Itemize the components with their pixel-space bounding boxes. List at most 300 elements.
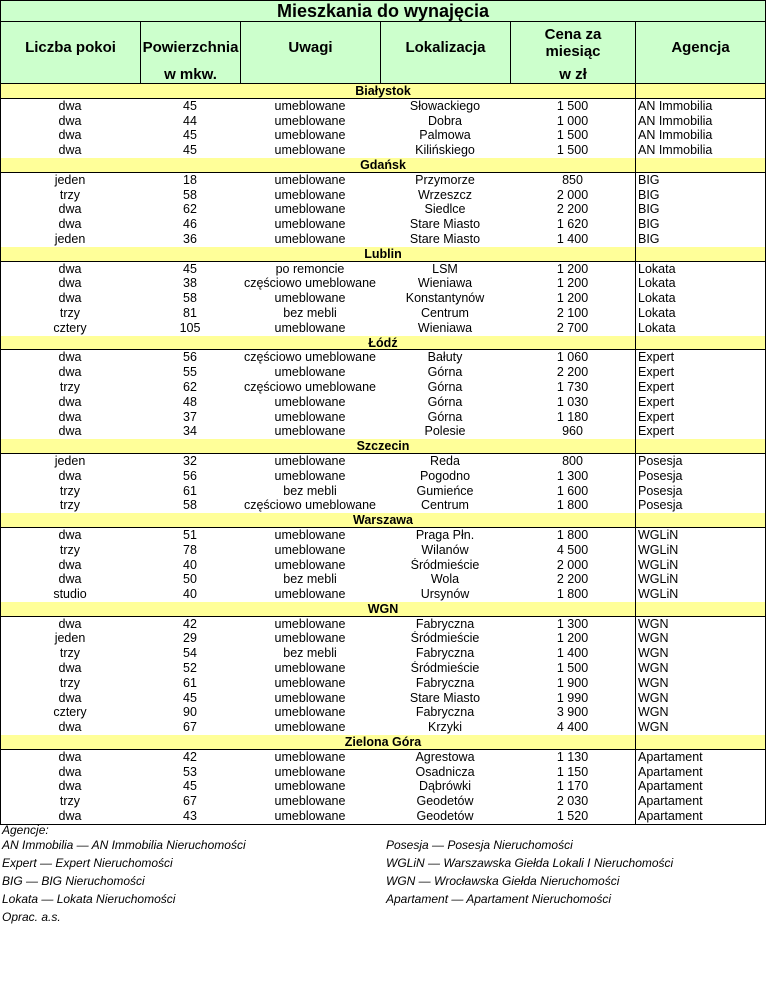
table-row [0, 454, 766, 469]
cell-area: 45 [183, 128, 197, 143]
cell-area: 105 [179, 320, 201, 335]
cell-price: 1 200 [556, 291, 589, 306]
cell-area: 67 [183, 720, 197, 735]
table-row [0, 691, 766, 706]
cell-notes: umeblowane [274, 365, 346, 380]
cell-price: 1 030 [556, 394, 589, 409]
cell-notes: umeblowane [274, 557, 346, 572]
cell-rooms: dwa [58, 424, 82, 439]
cell-location: Stare Miasto [409, 217, 481, 232]
table-row [0, 395, 766, 410]
cell-agency: WGLiN [638, 587, 679, 602]
cell-area: 51 [183, 527, 197, 542]
cell-notes: umeblowane [274, 749, 346, 764]
cell-rooms: dwa [58, 468, 82, 483]
cell-notes: umeblowane [274, 424, 346, 439]
cell-price: 1 520 [556, 809, 589, 824]
cell-price: 1 170 [556, 779, 589, 794]
cell-area: 32 [183, 453, 197, 468]
cell-price: 4 400 [556, 720, 589, 735]
cell-notes: umeblowane [274, 98, 346, 113]
table-row [0, 484, 766, 499]
table-row [0, 143, 766, 158]
legend-heading: Agencje: [2, 823, 49, 837]
cell-price: 2 200 [556, 202, 589, 217]
cell-notes: umeblowane [274, 631, 346, 646]
cell-rooms: trzy [59, 498, 81, 513]
cell-agency: Apartament [638, 809, 703, 824]
cell-rooms: dwa [58, 527, 82, 542]
table-row [0, 617, 766, 632]
cell-notes: umeblowane [274, 394, 346, 409]
cell-location: Górna [427, 365, 463, 380]
cell-rooms: jeden [54, 231, 86, 246]
cell-rooms: dwa [58, 261, 82, 276]
cell-area: 58 [183, 291, 197, 306]
cell-area: 67 [183, 794, 197, 809]
cell-agency: Apartament [638, 779, 703, 794]
header-agency [635, 22, 766, 84]
header-agency-label: Agencja [671, 39, 730, 56]
header-price-unit: w zł [559, 66, 587, 83]
cell-rooms: dwa [58, 143, 82, 158]
cell-rooms: dwa [58, 809, 82, 824]
cell-price: 1 800 [556, 587, 589, 602]
cell-notes: umeblowane [274, 172, 346, 187]
cell-area: 46 [183, 217, 197, 232]
table-row [0, 720, 766, 735]
cell-agency: WGLiN [638, 542, 679, 557]
cell-notes: umeblowane [274, 587, 346, 602]
table-row [0, 99, 766, 114]
cell-price: 960 [562, 424, 583, 439]
cell-agency: Lokata [638, 320, 676, 335]
cell-rooms: dwa [58, 113, 82, 128]
cell-location: Stare Miasto [409, 231, 481, 246]
cell-area: 56 [183, 350, 197, 365]
cell-price: 1 500 [556, 98, 589, 113]
cell-agency: WGN [638, 661, 669, 676]
cell-rooms: trzy [59, 483, 81, 498]
table-row [0, 750, 766, 765]
cell-area: 45 [183, 143, 197, 158]
cell-location: Przymorze [415, 172, 475, 187]
cell-price: 1 060 [556, 350, 589, 365]
cell-notes: bez mebli [283, 572, 337, 587]
cell-area: 18 [183, 172, 197, 187]
cell-location: Palmowa [419, 128, 471, 143]
cell-notes: umeblowane [274, 187, 346, 202]
cell-price: 2 000 [556, 187, 589, 202]
table-row [0, 572, 766, 587]
cell-price: 1 180 [556, 409, 589, 424]
legend-left-5: Oprac. a.s. [2, 910, 61, 924]
city-header: WGN [0, 602, 766, 617]
cell-area: 45 [183, 261, 197, 276]
cell-location: Centrum [421, 498, 469, 513]
header-notes-label: Uwagi [288, 39, 333, 56]
cell-agency: Expert [638, 394, 675, 409]
cell-agency: Apartament [638, 764, 703, 779]
cell-agency: BIG [638, 202, 660, 217]
cell-agency: WGLiN [638, 572, 679, 587]
cell-rooms: cztery [53, 705, 87, 720]
header-rooms-label: Liczba pokoi [25, 39, 116, 56]
cell-area: 62 [183, 202, 197, 217]
cell-notes: umeblowane [274, 409, 346, 424]
cell-area: 40 [183, 587, 197, 602]
table-row [0, 262, 766, 277]
table-row [0, 469, 766, 484]
legend-right-1: Posesja — Posesja Nieruchomości [386, 838, 573, 852]
cell-agency: WGN [638, 646, 669, 661]
header-rooms [0, 22, 140, 84]
cell-rooms: jeden [54, 453, 86, 468]
cell-price: 1 200 [556, 261, 589, 276]
cell-agency: Lokata [638, 276, 676, 291]
cell-rooms: dwa [58, 572, 82, 587]
cell-price: 2 200 [556, 365, 589, 380]
cell-location: Agrestowa [415, 749, 475, 764]
city-header: Gdańsk [0, 158, 766, 173]
cell-location: Śródmieście [410, 661, 480, 676]
cell-agency: WGN [638, 675, 669, 690]
cell-notes: umeblowane [274, 217, 346, 232]
cell-location: Centrum [421, 305, 469, 320]
cell-price: 1 800 [556, 498, 589, 513]
cell-price: 1 990 [556, 690, 589, 705]
table-row [0, 646, 766, 661]
grid-line [765, 84, 766, 824]
cell-rooms: cztery [53, 320, 87, 335]
cell-rooms: dwa [58, 350, 82, 365]
cell-notes: umeblowane [274, 764, 346, 779]
cell-area: 42 [183, 749, 197, 764]
legend-right-3: WGN — Wrocławska Giełda Nieruchomości [386, 874, 620, 888]
cell-location: Polesie [424, 424, 466, 439]
cell-rooms: trzy [59, 187, 81, 202]
table-row [0, 661, 766, 676]
table-row [0, 779, 766, 794]
cell-rooms: dwa [58, 557, 82, 572]
cell-location: Osadnicza [415, 764, 475, 779]
cell-rooms: jeden [54, 172, 86, 187]
cell-area: 40 [183, 557, 197, 572]
header-price [510, 22, 635, 84]
table-row [0, 631, 766, 646]
cell-notes: umeblowane [274, 779, 346, 794]
cell-area: 48 [183, 394, 197, 409]
cell-location: Śródmieście [410, 557, 480, 572]
cell-location: Gumieńce [416, 483, 474, 498]
cell-location: Pogodno [419, 468, 471, 483]
legend-left-4: Lokata — Lokata Nieruchomości [2, 892, 176, 906]
city-header: Warszawa [0, 513, 766, 528]
cell-notes: umeblowane [274, 661, 346, 676]
cell-notes: częściowo umeblowane [243, 379, 376, 394]
table-row [0, 173, 766, 188]
legend-left-3: BIG — BIG Nieruchomości [2, 874, 145, 888]
cell-area: 52 [183, 661, 197, 676]
table-row [0, 543, 766, 558]
cell-location: Słowackiego [409, 98, 481, 113]
cell-price: 1 300 [556, 616, 589, 631]
cell-notes: umeblowane [274, 616, 346, 631]
table-row [0, 365, 766, 380]
cell-location: Dąbrówki [418, 779, 472, 794]
cell-notes: umeblowane [274, 809, 346, 824]
cell-area: 78 [183, 542, 197, 557]
cell-notes: umeblowane [274, 542, 346, 557]
cell-area: 62 [183, 379, 197, 394]
cell-notes: bez mebli [283, 646, 337, 661]
cell-agency: Posesja [638, 453, 683, 468]
grid-line [635, 84, 636, 824]
cell-location: Ursynów [420, 587, 470, 602]
cell-agency: Apartament [638, 794, 703, 809]
cell-rooms: jeden [54, 631, 86, 646]
cell-location: Krzyki [427, 720, 463, 735]
header-area [140, 22, 240, 84]
cell-price: 1 200 [556, 631, 589, 646]
cell-area: 54 [183, 646, 197, 661]
cell-rooms: dwa [58, 779, 82, 794]
table-row [0, 114, 766, 129]
cell-agency: Expert [638, 379, 675, 394]
cell-rooms: trzy [59, 675, 81, 690]
cell-area: 34 [183, 424, 197, 439]
cell-price: 850 [562, 172, 583, 187]
cell-notes: umeblowane [274, 202, 346, 217]
cell-rooms: dwa [58, 616, 82, 631]
cell-price: 2 700 [556, 320, 589, 335]
cell-price: 1 000 [556, 113, 589, 128]
cell-price: 1 200 [556, 276, 589, 291]
cell-agency: BIG [638, 187, 660, 202]
city-header: Białystok [0, 84, 766, 99]
cell-rooms: trzy [59, 542, 81, 557]
cell-notes: umeblowane [274, 291, 346, 306]
cell-price: 2 100 [556, 305, 589, 320]
header-price-line2: miesiąc [545, 43, 601, 60]
grid-line [0, 84, 1, 824]
cell-price: 2 030 [556, 794, 589, 809]
table-row [0, 276, 766, 291]
cell-notes: umeblowane [274, 690, 346, 705]
legend-right-2: WGLiN — Warszawska Giełda Lokali I Nieruchomości [386, 856, 674, 870]
cell-area: 81 [183, 305, 197, 320]
legend-left-1: AN Immobilia — AN Immobilia Nieruchomości [2, 838, 246, 852]
cell-location: Fabryczna [415, 616, 475, 631]
cell-location: Kilińskiego [415, 143, 475, 158]
header-notes [240, 22, 380, 84]
cell-agency: WGLiN [638, 557, 679, 572]
cell-notes: umeblowane [274, 453, 346, 468]
cell-location: Siedlce [424, 202, 466, 217]
legend-left-2: Expert — Expert Nieruchomości [2, 856, 173, 870]
cell-agency: WGN [638, 631, 669, 646]
cell-agency: BIG [638, 217, 660, 232]
cell-rooms: dwa [58, 217, 82, 232]
cell-area: 90 [183, 705, 197, 720]
city-header: Łódź [0, 336, 766, 351]
cell-rooms: studio [53, 587, 87, 602]
cell-location: Wieniawa [417, 276, 473, 291]
header-price-line1: Cena za [544, 26, 602, 43]
cell-area: 56 [183, 468, 197, 483]
cell-notes: umeblowane [274, 468, 346, 483]
cell-agency: WGN [638, 690, 669, 705]
cell-location: LSM [432, 261, 458, 276]
cell-agency: BIG [638, 231, 660, 246]
cell-price: 1 730 [556, 379, 589, 394]
table-row [0, 291, 766, 306]
cell-rooms: trzy [59, 305, 81, 320]
cell-notes: bez mebli [283, 305, 337, 320]
table-row [0, 321, 766, 336]
cell-notes: umeblowane [274, 231, 346, 246]
cell-notes: umeblowane [274, 128, 346, 143]
table-row [0, 498, 766, 513]
cell-agency: Expert [638, 365, 675, 380]
cell-area: 37 [183, 409, 197, 424]
cell-notes: umeblowane [274, 113, 346, 128]
cell-area: 45 [183, 690, 197, 705]
cell-rooms: dwa [58, 98, 82, 113]
cell-location: Praga Płn. [415, 527, 475, 542]
cell-location: Górna [427, 379, 463, 394]
cell-area: 45 [183, 779, 197, 794]
cell-notes: po remoncie [275, 261, 345, 276]
cell-agency: AN Immobilia [638, 113, 713, 128]
cell-rooms: trzy [59, 379, 81, 394]
cell-rooms: dwa [58, 365, 82, 380]
header-location-label: Lokalizacja [405, 39, 486, 56]
table-row [0, 410, 766, 425]
table-row [0, 350, 766, 365]
cell-area: 38 [183, 276, 197, 291]
cell-price: 1 620 [556, 217, 589, 232]
cell-area: 58 [183, 498, 197, 513]
cell-location: Fabryczna [415, 646, 475, 661]
cell-notes: umeblowane [274, 705, 346, 720]
cell-rooms: dwa [58, 690, 82, 705]
cell-rooms: dwa [58, 764, 82, 779]
table-row [0, 188, 766, 203]
table-row [0, 202, 766, 217]
cell-agency: WGN [638, 705, 669, 720]
cell-area: 29 [183, 631, 197, 646]
cell-area: 61 [183, 483, 197, 498]
cell-location: Wola [430, 572, 460, 587]
cell-location: Fabryczna [415, 675, 475, 690]
table-row [0, 794, 766, 809]
cell-area: 43 [183, 809, 197, 824]
table-row [0, 424, 766, 439]
cell-agency: Lokata [638, 305, 676, 320]
table-row [0, 128, 766, 143]
cell-agency: Apartament [638, 749, 703, 764]
cell-notes: umeblowane [274, 794, 346, 809]
cell-agency: WGLiN [638, 527, 679, 542]
cell-location: Geodetów [416, 809, 474, 824]
cell-location: Stare Miasto [409, 690, 481, 705]
cell-price: 1 500 [556, 661, 589, 676]
cell-rooms: trzy [59, 646, 81, 661]
cell-area: 53 [183, 764, 197, 779]
cell-agency: Expert [638, 409, 675, 424]
cell-price: 1 400 [556, 231, 589, 246]
table-bottom-border [0, 824, 766, 825]
cell-area: 50 [183, 572, 197, 587]
cell-agency: BIG [638, 172, 660, 187]
cell-location: Bałuty [427, 350, 463, 365]
cell-rooms: dwa [58, 409, 82, 424]
city-header: Lublin [0, 247, 766, 262]
table-row [0, 232, 766, 247]
cell-notes: bez mebli [283, 483, 337, 498]
cell-rooms: trzy [59, 794, 81, 809]
cell-area: 42 [183, 616, 197, 631]
cell-location: Reda [430, 453, 460, 468]
cell-price: 4 500 [556, 542, 589, 557]
table-row [0, 558, 766, 573]
cell-rooms: dwa [58, 276, 82, 291]
cell-location: Konstantynów [405, 291, 485, 306]
cell-location: Dobra [427, 113, 463, 128]
table-row [0, 705, 766, 720]
cell-price: 1 400 [556, 646, 589, 661]
table-title: Mieszkania do wynajęcia [0, 0, 766, 22]
cell-agency: AN Immobilia [638, 98, 713, 113]
cell-price: 1 800 [556, 527, 589, 542]
city-header: Zielona Góra [0, 735, 766, 750]
table-row [0, 676, 766, 691]
cell-rooms: dwa [58, 394, 82, 409]
table-row [0, 217, 766, 232]
cell-price: 1 900 [556, 675, 589, 690]
cell-agency: Posesja [638, 498, 683, 513]
cell-notes: umeblowane [274, 675, 346, 690]
cell-price: 1 150 [556, 764, 589, 779]
cell-notes: umeblowane [274, 720, 346, 735]
cell-agency: Expert [638, 350, 675, 365]
cell-price: 1 500 [556, 128, 589, 143]
cell-notes: umeblowane [274, 143, 346, 158]
cell-price: 1 500 [556, 143, 589, 158]
cell-location: Górna [427, 394, 463, 409]
cell-agency: Expert [638, 424, 675, 439]
cell-area: 45 [183, 98, 197, 113]
table-row [0, 765, 766, 780]
cell-price: 1 300 [556, 468, 589, 483]
table-row [0, 306, 766, 321]
cell-rooms: dwa [58, 720, 82, 735]
table-row [0, 528, 766, 543]
cell-price: 2 200 [556, 572, 589, 587]
cell-location: Wieniawa [417, 320, 473, 335]
cell-rooms: dwa [58, 291, 82, 306]
cell-price: 3 900 [556, 705, 589, 720]
cell-location: Wrzeszcz [418, 187, 472, 202]
cell-agency: WGN [638, 720, 669, 735]
cell-notes: częściowo umeblowane [243, 498, 376, 513]
cell-area: 58 [183, 187, 197, 202]
cell-area: 55 [183, 365, 197, 380]
cell-notes: umeblowane [274, 527, 346, 542]
cell-rooms: dwa [58, 749, 82, 764]
legend-right-4: Apartament — Apartament Nieruchomości [386, 892, 611, 906]
